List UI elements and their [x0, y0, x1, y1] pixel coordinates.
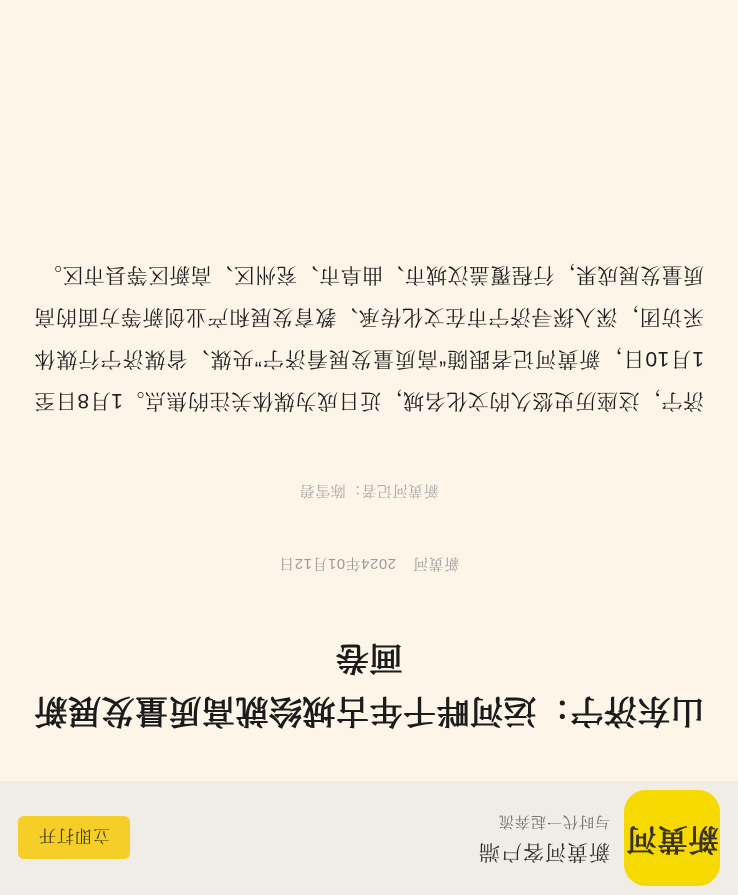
- app-logo: [624, 790, 720, 886]
- article-meta: [34, 554, 704, 575]
- article-byline: 新黄河记者：陈雪碧: [299, 482, 439, 500]
- brand-block: [478, 809, 610, 868]
- article-container: [0, 253, 738, 781]
- brand-title: 新黄河客户端: [478, 840, 610, 864]
- article-date: 2024年01月12日: [278, 555, 397, 573]
- open-app-button[interactable]: 立即打开: [18, 817, 130, 860]
- app-promo-header: [0, 781, 738, 895]
- article-source: 新黄河: [412, 555, 460, 573]
- logo-text: 新黄河: [625, 821, 719, 855]
- brand-subtitle: 与时代一起奔流: [497, 812, 610, 830]
- page-title: 山东济宁：运河畔千年古城绘就高质量发展新画卷: [34, 640, 704, 730]
- article-body: 济宁，这座历史悠久的文化名城，近日成为媒体关注的焦点。1月8日至1月10日，新黄河记者跟随“高质量发展看济宁”央媒、省媒济宁行媒体采访团，深入探寻济宁市在文化传承、教育发展和产业创新等方面的高质量发展成果，行程覆盖汶城市、曲阜市、兖州区、高新区等县市区。: [34, 263, 704, 413]
